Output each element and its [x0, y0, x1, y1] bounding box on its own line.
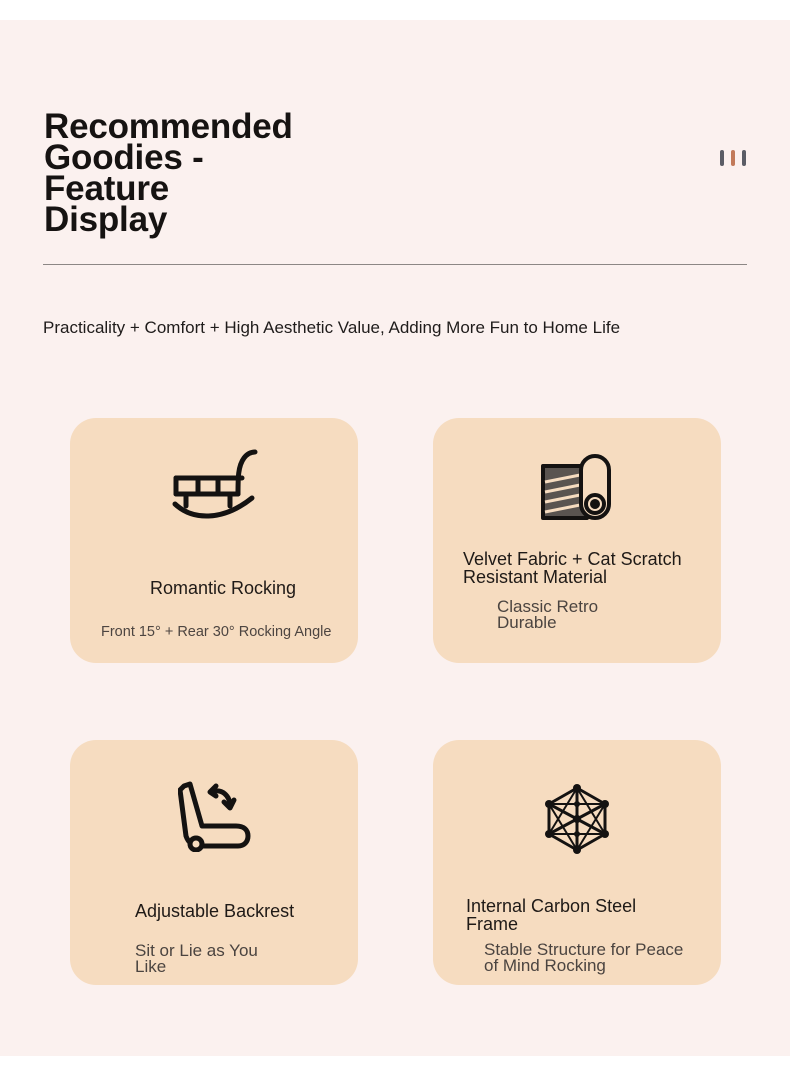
feature-description: Stable Structure for Peace of Mind Rocking — [484, 940, 684, 975]
page-subtitle: Practicality + Comfort + High Aesthetic Value, Adding More Fun to Home Life — [43, 318, 621, 337]
feature-title: Velvet Fabric + Cat Scratch Resistant Material — [463, 549, 682, 587]
steel-frame-icon — [545, 784, 609, 854]
title-line: Display — [44, 200, 168, 239]
feature-page — [0, 20, 790, 1056]
fabric-roll-icon — [541, 452, 613, 522]
bar-mark-accent — [731, 150, 735, 166]
feature-title: Romantic Rocking — [150, 578, 297, 598]
title-line: Feature — [44, 169, 170, 208]
rocking-chair-icon — [172, 448, 258, 524]
title-line: Recommended — [44, 107, 293, 146]
feature-card-fabric — [433, 418, 721, 663]
bar-mark — [720, 150, 724, 166]
decorative-bars — [720, 150, 746, 166]
feature-description: Classic Retro Durable — [497, 597, 599, 632]
feature-description: Front 15° + Rear 30° Rocking Angle — [101, 624, 332, 640]
page-title — [44, 107, 314, 239]
feature-title: Internal Carbon Steel Frame — [466, 896, 637, 934]
bar-mark — [742, 150, 746, 166]
title-line: Goodies - — [44, 138, 204, 177]
feature-description: Sit or Lie as You Like — [135, 941, 258, 976]
reclining-seat-icon — [178, 780, 252, 852]
feature-card-backrest — [70, 740, 358, 985]
feature-card-rocking — [70, 418, 358, 663]
feature-title: Adjustable Backrest — [135, 901, 295, 921]
divider — [43, 264, 747, 265]
feature-card-frame — [433, 740, 721, 985]
